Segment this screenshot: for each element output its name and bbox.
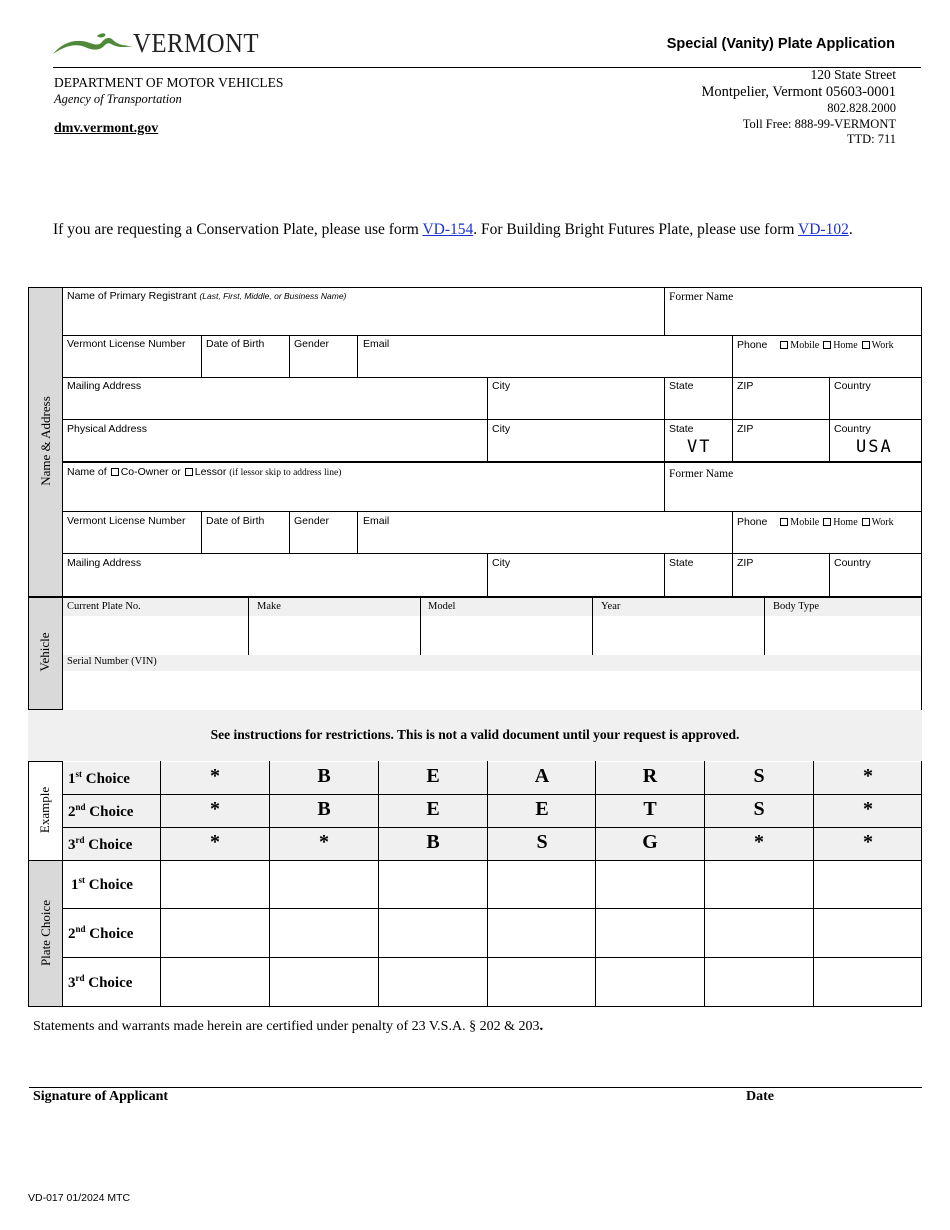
- rule-v: [829, 377, 830, 461]
- rule: [62, 377, 922, 378]
- example-char: S: [753, 798, 765, 820]
- make-label: Make: [257, 601, 281, 612]
- plate-choice-1-label: 1st Choice: [71, 875, 133, 893]
- example-char: T: [643, 798, 657, 820]
- address-city: Montpelier, Vermont 05603-0001: [701, 84, 896, 100]
- example-char: S: [753, 765, 765, 787]
- rule-v: [921, 597, 922, 710]
- rule-v: [201, 511, 202, 553]
- phone-label: Phone Mobile Home Work: [737, 339, 894, 351]
- home-checkbox[interactable]: [823, 518, 831, 526]
- plate-choice-3-label: 3rd Choice: [68, 973, 133, 991]
- rule: [62, 908, 922, 909]
- rule-v: [664, 462, 665, 511]
- signature-applicant-label: Signature of Applicant: [33, 1089, 169, 1104]
- rule-v: [764, 598, 765, 655]
- address-toll-free: Toll Free: 888-99-VERMONT: [742, 117, 896, 131]
- name-address-box: [62, 287, 922, 597]
- date-of-birth-label: Date of Birth: [206, 338, 265, 350]
- vermont-logo-mark: [53, 30, 135, 58]
- rule-v: [357, 335, 358, 377]
- rule-thick: [62, 461, 922, 463]
- country-label: Country: [834, 557, 871, 569]
- rule-v: [595, 860, 596, 1007]
- email-label: Email: [363, 515, 390, 527]
- rule-v: [829, 553, 830, 597]
- conservation-notice: If you are requesting a Conservation Plate, please use form VD-154. For Building Bright Futures Plate, please use form VD-102.: [53, 221, 853, 238]
- agency-name: Agency of Transportation: [54, 92, 182, 106]
- plate-choice-2-label: 2nd Choice: [68, 924, 134, 942]
- rule: [62, 511, 922, 512]
- physical-country-value[interactable]: USA: [856, 437, 893, 457]
- former-name-label: Former Name: [669, 468, 734, 480]
- example-char: *: [210, 831, 220, 853]
- rule: [62, 957, 922, 958]
- example-char: *: [210, 765, 220, 787]
- date-of-birth-label: Date of Birth: [206, 515, 265, 527]
- example-choice-2-label: 2nd Choice: [68, 802, 134, 820]
- header-rule: [53, 67, 921, 68]
- address-street: 120 State Street: [810, 67, 896, 82]
- example-char: *: [754, 831, 764, 853]
- license-number-label: Vermont License Number: [67, 338, 186, 350]
- rule-v: [664, 553, 665, 597]
- work-checkbox[interactable]: [862, 518, 870, 526]
- rule-v: [201, 335, 202, 377]
- phone-label: Phone Mobile Home Work: [737, 516, 894, 528]
- primary-registrant-label: Name of Primary Registrant (Last, First, Middle, or Business Name): [67, 290, 347, 302]
- license-number-label: Vermont License Number: [67, 515, 186, 527]
- rule-v: [487, 553, 488, 597]
- example-choice-3-label: 3rd Choice: [68, 835, 133, 853]
- zip-label: ZIP: [737, 423, 754, 435]
- form-title: Special (Vanity) Plate Application: [666, 36, 895, 52]
- rule-v: [704, 860, 705, 1007]
- body-type-label: Body Type: [773, 601, 820, 612]
- example-char: *: [863, 765, 873, 787]
- mailing-address-label: Mailing Address: [67, 557, 142, 569]
- rule-v: [378, 860, 379, 1007]
- rule-v: [289, 335, 290, 377]
- example-char: *: [210, 798, 220, 820]
- example-char: B: [317, 798, 331, 820]
- current-plate-label: Current Plate No.: [67, 601, 141, 612]
- rule-v: [269, 860, 270, 1007]
- example-char: G: [642, 831, 658, 853]
- year-label: Year: [601, 601, 621, 612]
- state-label: State: [669, 423, 694, 435]
- mobile-checkbox[interactable]: [780, 518, 788, 526]
- website-link[interactable]: dmv.vermont.gov: [54, 121, 159, 136]
- rule-v: [248, 598, 249, 655]
- example-section-label: Example: [37, 786, 52, 834]
- example-char: *: [863, 798, 873, 820]
- work-checkbox[interactable]: [862, 341, 870, 349]
- vd-102-link[interactable]: VD-102: [798, 221, 849, 238]
- rule-v: [732, 511, 733, 553]
- vin-header-row: [63, 655, 922, 671]
- instructions-text: See instructions for restrictions. This is not a valid document until your request is approved.: [210, 727, 740, 742]
- certification-text: Statements and warrants made herein are certified under penalty of 23 V.S.A. § 202 & 203.: [33, 1018, 544, 1034]
- rule-v: [357, 511, 358, 553]
- example-char: B: [317, 765, 331, 787]
- state-label: State: [669, 380, 694, 392]
- signature-rule: [29, 1087, 922, 1088]
- country-label: Country: [834, 423, 871, 435]
- city-label: City: [492, 557, 511, 569]
- model-label: Model: [428, 601, 456, 612]
- name-address-section-label: Name & Address: [38, 396, 53, 486]
- example-char: S: [536, 831, 548, 853]
- vd-154-link[interactable]: VD-154: [422, 221, 474, 238]
- former-name-label: Former Name: [669, 291, 734, 303]
- rule-v: [813, 860, 814, 1007]
- plate-choice-section-label: Plate Choice: [38, 899, 53, 967]
- gender-label: Gender: [294, 515, 330, 527]
- rule-v: [664, 377, 665, 461]
- signature-date-label: Date: [746, 1089, 774, 1104]
- city-label: City: [492, 423, 511, 435]
- example-choice-1-label: 1st Choice: [68, 769, 130, 787]
- rule-v: [289, 511, 290, 553]
- rule-v: [160, 860, 161, 1007]
- rule-v: [664, 287, 665, 335]
- coowner-checkbox[interactable]: [111, 468, 119, 476]
- rule: [62, 794, 922, 795]
- physical-address-label: Physical Address: [67, 423, 147, 435]
- rule-v: [487, 860, 488, 1007]
- address-ttd: TTD: 711: [846, 132, 896, 146]
- coowner-label: Name of Co-Owner or Lessor (if lessor skip to address line): [67, 466, 342, 478]
- city-label: City: [492, 380, 511, 392]
- vin-label: Serial Number (VIN): [67, 656, 157, 667]
- example-char: E: [535, 798, 549, 820]
- vehicle-section-label: Vehicle: [37, 632, 52, 672]
- rule-v: [732, 553, 733, 597]
- rule-v: [732, 377, 733, 461]
- example-char: E: [426, 798, 440, 820]
- example-char: *: [319, 831, 329, 853]
- email-label: Email: [363, 338, 390, 350]
- rule: [62, 827, 922, 828]
- address-phone: 802.828.2000: [827, 101, 896, 115]
- zip-label: ZIP: [737, 557, 754, 569]
- lessor-checkbox[interactable]: [185, 468, 193, 476]
- example-char: R: [642, 765, 658, 787]
- country-label: Country: [834, 380, 871, 392]
- physical-state-value[interactable]: VT: [687, 437, 712, 457]
- state-label: State: [669, 557, 694, 569]
- rule-v: [420, 598, 421, 655]
- mobile-checkbox[interactable]: [780, 341, 788, 349]
- department-name: DEPARTMENT OF MOTOR VEHICLES: [54, 75, 284, 90]
- rule-v: [732, 335, 733, 377]
- rule: [62, 335, 922, 336]
- rule-v: [487, 377, 488, 461]
- gender-label: Gender: [294, 338, 330, 350]
- home-checkbox[interactable]: [823, 341, 831, 349]
- vermont-logo-text: VERMONT: [133, 28, 260, 58]
- rule: [62, 419, 922, 420]
- example-char: *: [863, 831, 873, 853]
- example-char: B: [426, 831, 440, 853]
- plate-choice-box: [62, 860, 922, 1007]
- zip-label: ZIP: [737, 380, 754, 392]
- rule-v: [592, 598, 593, 655]
- example-char: A: [534, 765, 550, 787]
- rule: [62, 553, 922, 554]
- example-char: E: [426, 765, 440, 787]
- form-code: VD-017 01/2024 MTC: [28, 1192, 131, 1204]
- mailing-address-label: Mailing Address: [67, 380, 142, 392]
